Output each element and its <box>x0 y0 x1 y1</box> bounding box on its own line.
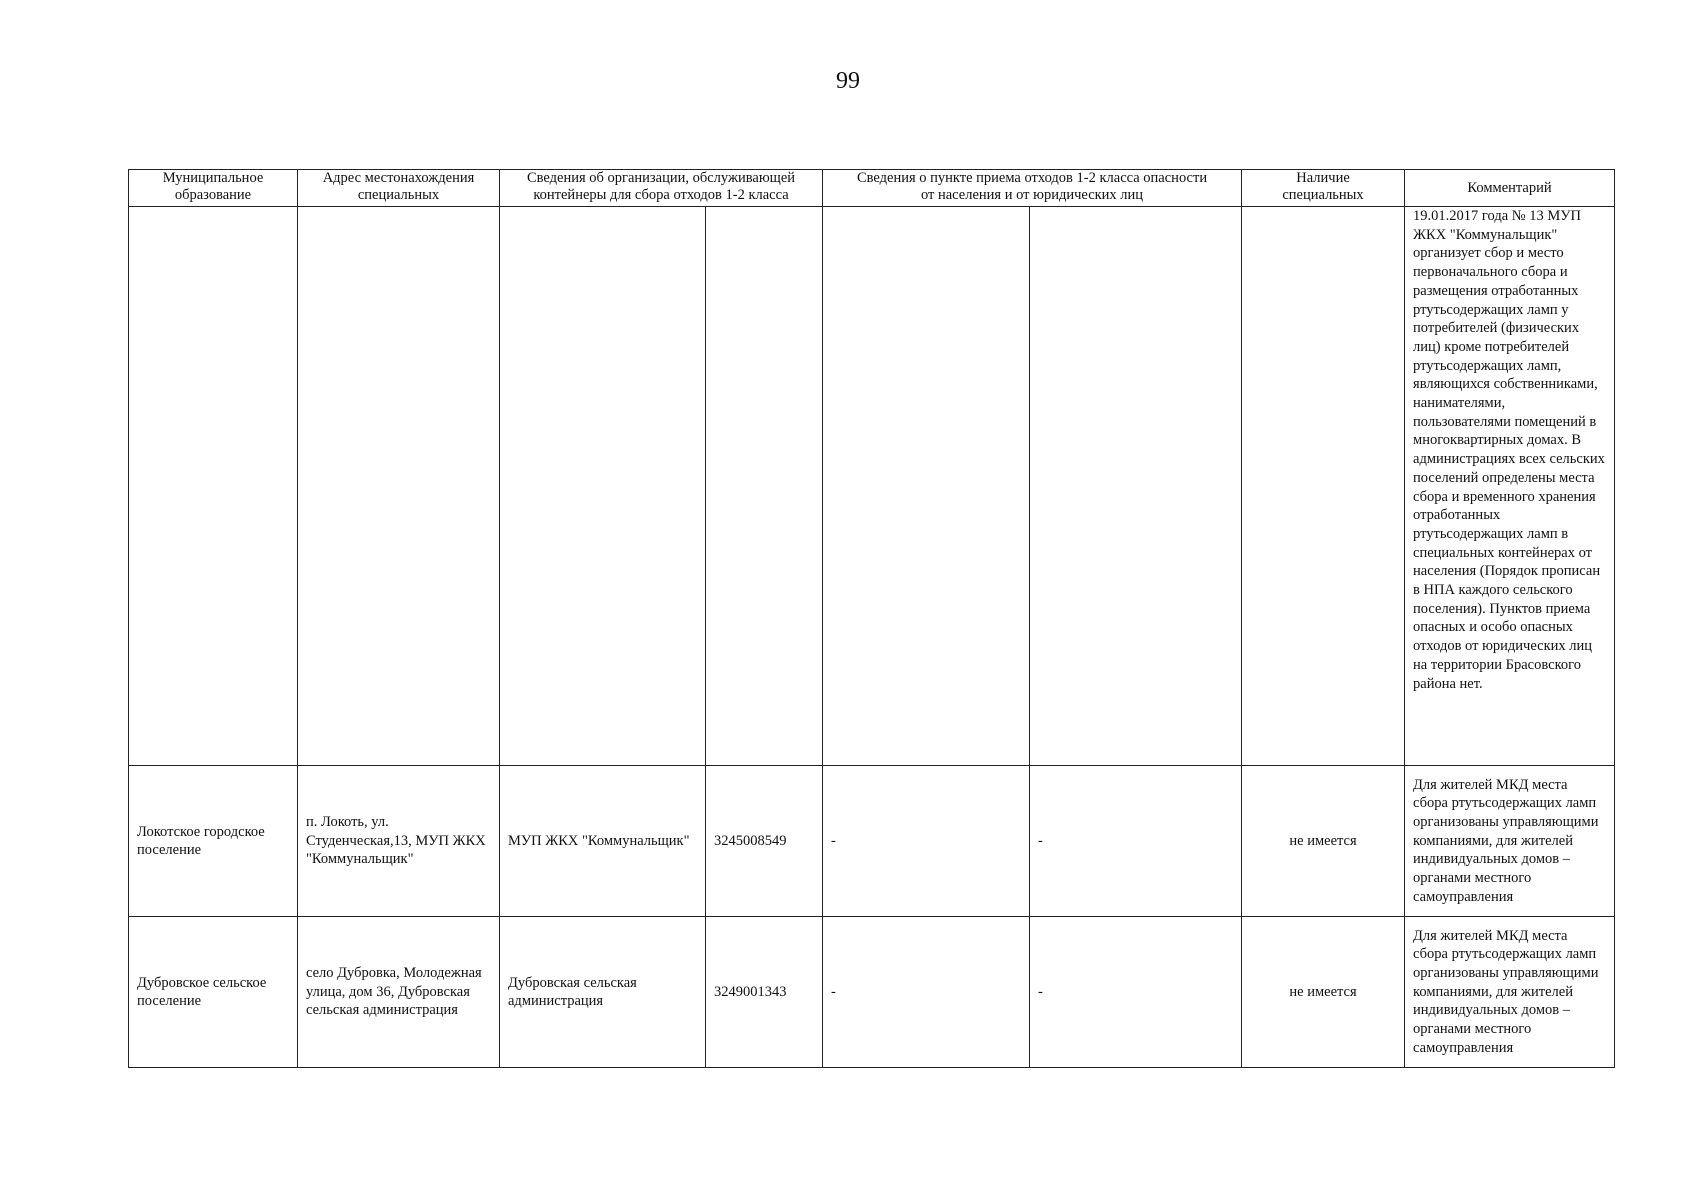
cell-comment: Для жителей МКД места сбора ртутьсодержащих ламп организованы управляющими компаниями, для жителей индивидуальных домов – органами местного самоуправления <box>1405 917 1615 1068</box>
cell-point-1: - <box>823 917 1030 1068</box>
cell-municipality: Локотское городское поселение <box>129 766 298 917</box>
waste-collection-table <box>128 169 1615 1068</box>
cell-municipality <box>129 207 298 766</box>
table-row <box>129 207 1615 766</box>
cell-point-2: - <box>1030 917 1242 1068</box>
cell-point-1 <box>823 207 1030 766</box>
cell-point-2: - <box>1030 766 1242 917</box>
table-row <box>129 917 1615 1068</box>
cell-availability: не имеется <box>1242 917 1405 1068</box>
cell-comment: 19.01.2017 года № 13 МУП ЖКХ "Коммунальщик" организует сбор и место первоначального сбора и размещения отработанных ртутьсодержащих ламп у потребителей (физических лиц) кроме потребителей ртутьсодержащих ламп, являющихся собственниками, нанимателями, пользователями помещений в многоквартирных домах. В администрациях всех сельских поселений определены места сбора и временного хранения отработанных ртутьсодержащих ламп в специальных контейнерах от населения (Порядок прописан в НПА каждого сельского поселения). Пунктов приема опасных и особо опасных отходов от юридических лиц на территории Брасовского района нет. <box>1405 207 1615 766</box>
header-availability: Наличие специальных <box>1242 170 1405 207</box>
cell-address: село Дубровка, Молодежная улица, дом 36, Дубровская сельская администрация <box>298 917 500 1068</box>
table-row <box>129 766 1615 917</box>
cell-comment: Для жителей МКД места сбора ртутьсодержащих ламп организованы управляющими компаниями, для жителей индивидуальных домов – органами местного самоуправления <box>1405 766 1615 917</box>
cell-availability <box>1242 207 1405 766</box>
cell-point-1: - <box>823 766 1030 917</box>
table-header-row <box>129 170 1615 207</box>
cell-address <box>298 207 500 766</box>
header-comment: Комментарий <box>1405 170 1615 207</box>
cell-org-name <box>500 207 706 766</box>
cell-point-2 <box>1030 207 1242 766</box>
cell-org-inn <box>706 207 823 766</box>
cell-availability: не имеется <box>1242 766 1405 917</box>
header-address: Адрес местонахождения специальных <box>298 170 500 207</box>
cell-org-inn: 3249001343 <box>706 917 823 1068</box>
header-municipality: Муниципальное образование <box>129 170 298 207</box>
cell-org-name: Дубровская сельская администрация <box>500 917 706 1068</box>
cell-address: п. Локоть, ул. Студенческая,13, МУП ЖКХ "Коммунальщик" <box>298 766 500 917</box>
header-organization: Сведения об организации, обслуживающей контейнеры для сбора отходов 1-2 класса <box>500 170 823 207</box>
cell-org-inn: 3245008549 <box>706 766 823 917</box>
cell-municipality: Дубровское сельское поселение <box>129 917 298 1068</box>
header-collection-point: Сведения о пункте приема отходов 1-2 класса опасности от населения и от юридических лиц <box>823 170 1242 207</box>
cell-org-name: МУП ЖКХ "Коммунальщик" <box>500 766 706 917</box>
page-number: 99 <box>836 68 860 94</box>
